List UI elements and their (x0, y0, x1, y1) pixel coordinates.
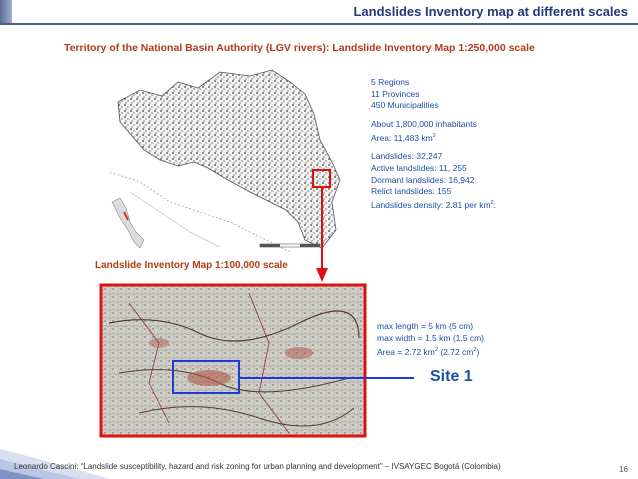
map-250k-subtitle: Territory of the National Basin Authority (LGV rivers): Landslide Inventory Map 1:250,000 scale (64, 42, 535, 54)
header-decoration (0, 0, 12, 24)
territory-map-250k (100, 62, 380, 262)
stat-landslides: Landslides: 32,247 (371, 151, 443, 162)
basin-territory-shape (118, 70, 340, 248)
landslide-area (285, 347, 313, 359)
stat-inhabitants: About 1,800,000 inhabitants (371, 119, 477, 130)
site-area: Area = 2.72 $km^2$ (2.72 $cm^2$) (377, 346, 480, 357)
site-connector-line (239, 377, 414, 379)
boundary-line (130, 192, 220, 247)
site-max-length: max length = 5 km (5 cm) (377, 321, 474, 331)
stat-relict: Relict landslides: 155 (371, 186, 452, 197)
inventory-map-100k (99, 283, 367, 438)
stat-dormant: Dormant landslides: 16,942 (371, 174, 475, 185)
title-divider (0, 23, 638, 25)
stat-provinces: 11 Provinces (371, 88, 420, 99)
landslide-area (149, 338, 169, 348)
map-100k-label: Landslide Inventory Map 1:100,000 scale (95, 260, 288, 271)
stat-active: Active landslides: 11, 255 (371, 163, 467, 174)
italy-inset-map (112, 198, 144, 248)
footer-citation: Leonardo Cascini: “Landslide susceptibility, hazard and risk zoning for urban planning and development” – IVSAYGEC Bogotá (Colombia) (14, 462, 501, 471)
region-stats (371, 77, 496, 212)
landslide-area (187, 370, 231, 386)
site-1-label: Site 1 (430, 368, 473, 385)
slide-title: Landslides Inventory map at different scales (353, 4, 628, 19)
stat-density: Landslides density: 2.81 per $km^2$: (371, 199, 496, 210)
stat-area: Area: 11,483 $km^2$ (371, 132, 436, 143)
scale-bar (260, 244, 320, 247)
page-number: 16 (619, 465, 628, 474)
stat-municipalities: 450 Municipalities (371, 100, 439, 111)
site-max-width: max width = 1.5 km (1.5 cm) (377, 333, 484, 343)
site-stats (377, 320, 484, 358)
stat-regions: 5 Regions (371, 77, 410, 87)
down-arrow-icon (312, 186, 332, 286)
